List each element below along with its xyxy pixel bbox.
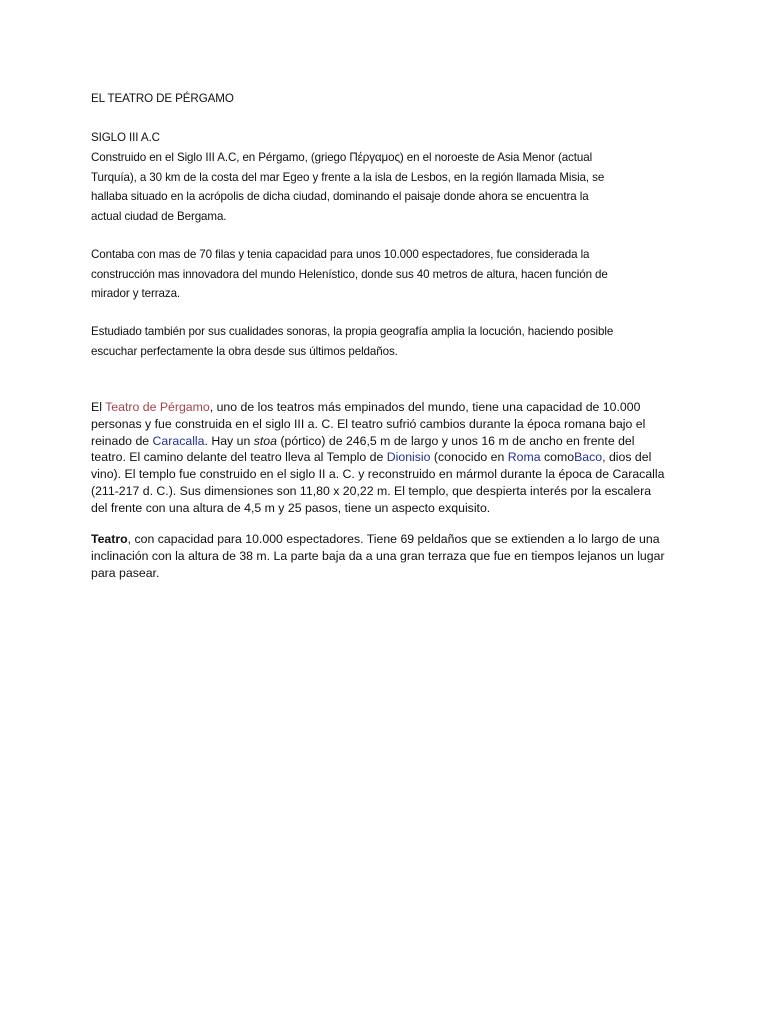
paragraph-line: (211-217 d. C.). Sus dimensiones son 11,80 x 20,22 m. El templo, que despierta interés por la escalera (91, 483, 652, 498)
paragraph-line: inclinación con la altura de 38 m. La parte baja da a una gran terraza que fue en tiempos lejanos un lugar (91, 548, 665, 563)
paragraph-line: Teatro, con capacidad para 10.000 espectadores. Tiene 69 peldaños que se extienden a lo largo de una (91, 532, 660, 546)
paragraph-line: Contaba con mas de 70 filas y tenia capacidad para unos 10.000 espectadores, fue considerada la (91, 248, 590, 261)
link-teatro-de-pergamo[interactable]: Teatro de Pérgamo (105, 400, 210, 414)
link-caracalla[interactable]: Caracalla (152, 433, 205, 448)
paragraph-capacity (91, 245, 681, 304)
link-roma[interactable]: Roma (507, 450, 541, 465)
paragraph-line: reinado de Caracalla. Hay un stoa (pórtico) de 246,5 m de largo y unos 16 m de ancho en frente del (91, 433, 635, 448)
paragraph-construction (91, 148, 681, 226)
paragraph-line: actual ciudad de Bergama. (91, 209, 227, 223)
paragraph-line: El Teatro de Pérgamo, uno de los teatros más empinados del mundo, tiene una capacidad de 10.000 (91, 400, 641, 414)
paragraph-teatro (91, 531, 681, 581)
paragraph-line: para pasear. (91, 565, 160, 580)
paragraph-line: escuchar perfectamente la obra desde sus últimos peldaños. (91, 344, 398, 358)
paragraph-line: hallaba situado en la acrópolis de dicha ciudad, dominando el paisaje donde ahora se encuentra la (91, 190, 589, 204)
paragraph-line: teatro. El camino delante del teatro lleva al Templo de Dionisio (conocido en Roma comoBaco, dios del (91, 450, 652, 465)
paragraph-theatre-history (91, 399, 681, 517)
paragraph-line: construcción mas innovadora del mundo Helenístico, donde sus 40 metros de altura, hacen función de (91, 267, 608, 281)
document-title: EL TEATRO DE PÉRGAMO (91, 92, 234, 105)
paragraph-line: Construido en el Siglo III A.C, en Pérgamo, (griego Πέργαμος) en el noroeste de Asia Menor (actual (91, 151, 593, 164)
paragraph-line: mirador y terraza. (91, 287, 181, 301)
paragraph-line: Turquía), a 30 km de la costa del mar Egeo y frente a la isla de Lesbos, en la región llamada Misia, se (91, 170, 605, 184)
document-subtitle: SIGLO III A.C (91, 131, 160, 144)
link-dionisio[interactable]: Dionisio (386, 450, 431, 465)
paragraph-acoustics (91, 322, 681, 361)
paragraph-line: del frente con una altura de 4,5 m y 25 pasos, tiene un aspecto exquisito. (91, 500, 491, 515)
paragraph-line: vino). El templo fue construido en el siglo II a. C. y reconstruido en mármol durante la época de Caracalla (91, 467, 665, 482)
link-baco[interactable]: Baco (574, 450, 603, 465)
paragraph-line: Estudiado también por sus cualidades sonoras, la propia geografía amplia la locución, haciendo posible (91, 325, 614, 338)
paragraph-line: personas y fue construida en el siglo III a. C. El teatro sufrió cambios durante la época romana bajo el (91, 416, 646, 431)
